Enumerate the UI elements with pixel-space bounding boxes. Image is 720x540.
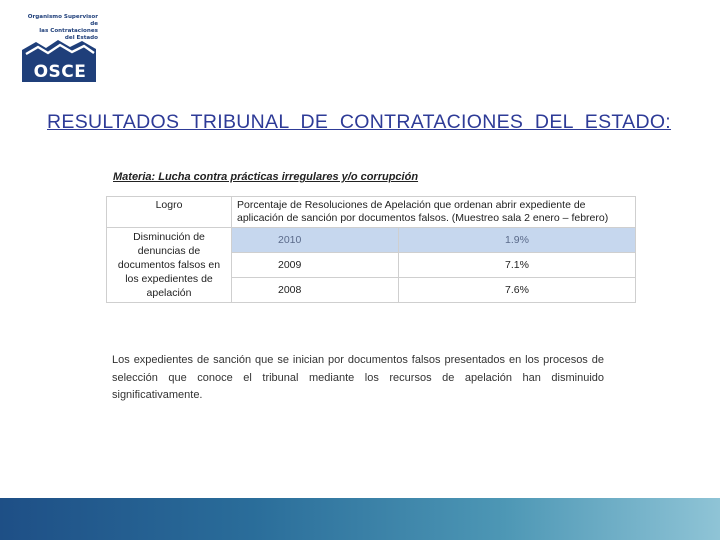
indicator-header: Porcentaje de Resoluciones de Apelación que ordenan abrir expediente de aplicación de sanción por documentos falsos. (Muestreo sala 2 enero – febrero) [232,197,636,228]
summary-paragraph: Los expedientes de sanción que se inician por documentos falsos presentados en los procesos de selección que conoce el tribunal mediante los recursos de apelación han disminuido significativamente. [112,354,604,401]
logo-caption-line: del Estado [64,35,98,41]
subject-title: Materia: Lucha contra prácticas irregulares y/o corrupción [113,171,419,183]
logo-caption-line: Organismo Supervisor de [27,14,98,27]
table-row [107,228,636,253]
osce-logo [22,14,98,82]
table-header-row [107,197,636,228]
logro-text: Disminución de denuncias de documentos falsos en los expedientes de apelación [107,228,232,303]
page-title: RESULTADOS TRIBUNAL DE CONTRATACIONES DEL ESTADO: [47,111,672,133]
value-cell: 7.6% [399,278,636,303]
year-cell: 2009 [232,253,399,278]
logo-word: OSCE [33,62,87,82]
value-cell: 7.1% [399,253,636,278]
logo-caption-line: las Contrataciones [39,28,98,34]
year-cell: 2010 [232,228,399,253]
year-cell: 2008 [232,278,399,303]
logro-header: Logro [107,197,232,228]
value-cell: 1.9% [399,228,636,253]
footer-bar [0,498,720,540]
results-table [106,196,636,303]
